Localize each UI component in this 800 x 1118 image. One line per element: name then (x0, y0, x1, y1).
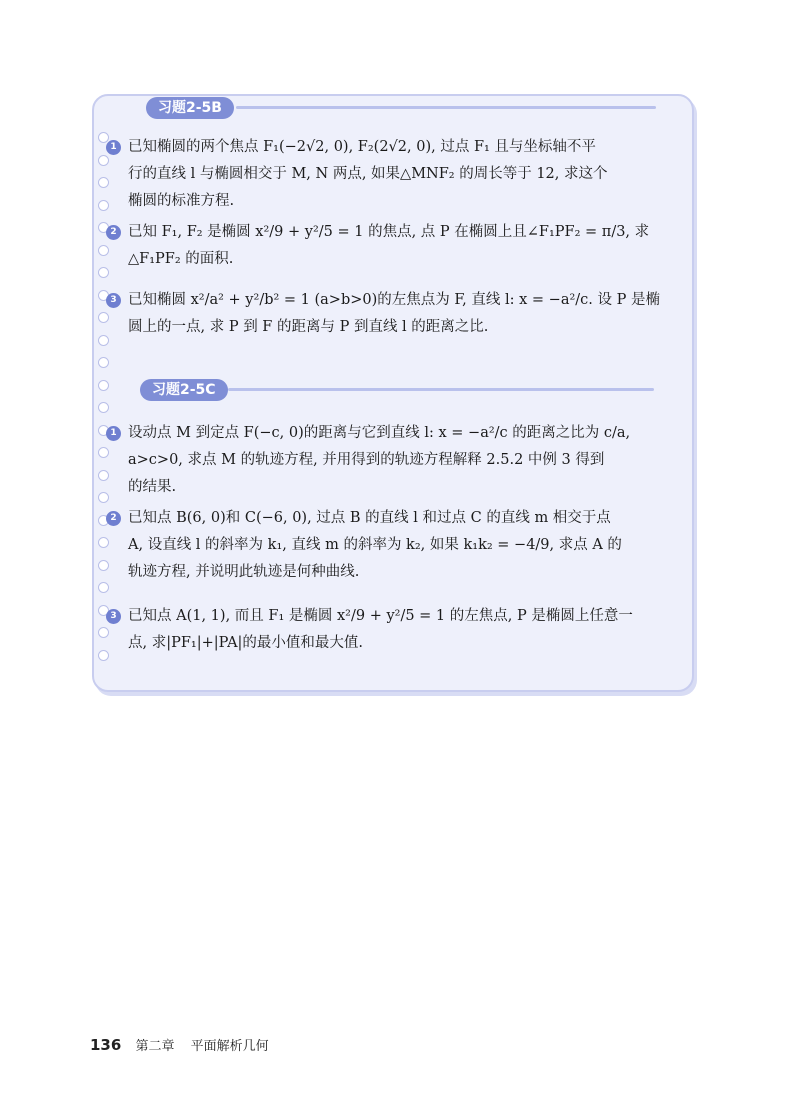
problem-number-badge: 1 (106, 426, 121, 441)
problem-text-line: 已知点 A(1, 1), 而且 F₁ 是椭圆 x²/9 + y²/5 = 1 的左焦点, P 是椭圆上任意一 (128, 608, 633, 624)
problem-text-line: 轨迹方程, 并说明此轨迹是何种曲线. (128, 564, 360, 580)
binder-hole (98, 245, 109, 256)
binder-hole (98, 267, 109, 278)
problem-c3 (110, 603, 676, 657)
problem-c1 (110, 420, 676, 501)
page-footer (90, 1035, 269, 1054)
problem-number-badge: 2 (106, 511, 121, 526)
problem-number-badge: 2 (106, 225, 121, 240)
binder-hole (98, 627, 109, 638)
problem-text-line: 点, 求|PF₁|+|PA|的最小值和最大值. (128, 635, 364, 651)
binder-hole (98, 537, 109, 548)
binder-hole (98, 312, 109, 323)
binder-hole (98, 380, 109, 391)
binder-hole (98, 650, 109, 661)
problem-number-badge: 3 (106, 609, 121, 624)
binder-hole (98, 335, 109, 346)
binder-hole (98, 177, 109, 188)
binder-hole (98, 492, 109, 503)
binder-hole (98, 155, 109, 166)
binder-hole (98, 470, 109, 481)
problem-text-line: 已知椭圆的两个焦点 F₁(−2√2, 0), F₂(2√2, 0), 过点 F₁ 且与坐标轴不平 (128, 139, 596, 155)
problem-text-line: 的结果. (128, 479, 177, 495)
problem-c2 (110, 505, 676, 586)
problem-text-line: 已知点 B(6, 0)和 C(−6, 0), 过点 B 的直线 l 和过点 C 的直线 m 相交于点 (128, 510, 611, 526)
problem-text-line: A, 设直线 l 的斜率为 k₁, 直线 m 的斜率为 k₂, 如果 k₁k₂ = −4/9, 求点 A 的 (128, 537, 622, 553)
binder-hole (98, 200, 109, 211)
problem-number-badge: 3 (106, 293, 121, 308)
problem-text-line: 椭圆的标准方程. (128, 193, 235, 209)
problem-text-line: 圆上的一点, 求 P 到 F 的距离与 P 到直线 l 的距离之比. (128, 319, 489, 335)
section-title-b: 习题2-5B (146, 97, 234, 119)
binder-hole (98, 357, 109, 368)
binder-hole (98, 447, 109, 458)
page-number: 136 (90, 1036, 122, 1054)
binder-hole (98, 582, 109, 593)
problem-number-badge: 1 (106, 140, 121, 155)
problem-text-line: 已知椭圆 x²/a² + y²/b² = 1 (a>b>0)的左焦点为 F, 直线 l: x = −a²/c. 设 P 是椭 (128, 292, 660, 308)
problem-text-line: a>c>0, 求点 M 的轨迹方程, 并用得到的轨迹方程解释 2.5.2 中例 3 得到 (128, 452, 605, 468)
binder-hole (98, 560, 109, 571)
problem-text-line: 设动点 M 到定点 F(−c, 0)的距离与它到直线 l: x = −a²/c 的距离之比为 c/a, (128, 425, 631, 441)
binder-hole (98, 402, 109, 413)
section-divider-b (236, 106, 656, 109)
problem-b1 (110, 134, 676, 215)
chapter-title: 平面解析几何 (190, 1039, 269, 1054)
chapter-label: 第二章 (135, 1039, 175, 1054)
problem-b2 (110, 219, 676, 273)
section-divider-c (228, 388, 654, 391)
section-title-c: 习题2-5C (140, 379, 228, 401)
problem-text-line: 已知 F₁, F₂ 是椭圆 x²/9 + y²/5 = 1 的焦点, 点 P 在椭圆上且∠F₁PF₂ = π/3, 求 (128, 224, 650, 240)
problem-text-line: △F₁PF₂ 的面积. (128, 251, 234, 267)
problem-text-line: 行的直线 l 与椭圆相交于 M, N 两点, 如果△MNF₂ 的周长等于 12, 求这个 (128, 166, 608, 182)
problem-b3 (110, 287, 676, 341)
